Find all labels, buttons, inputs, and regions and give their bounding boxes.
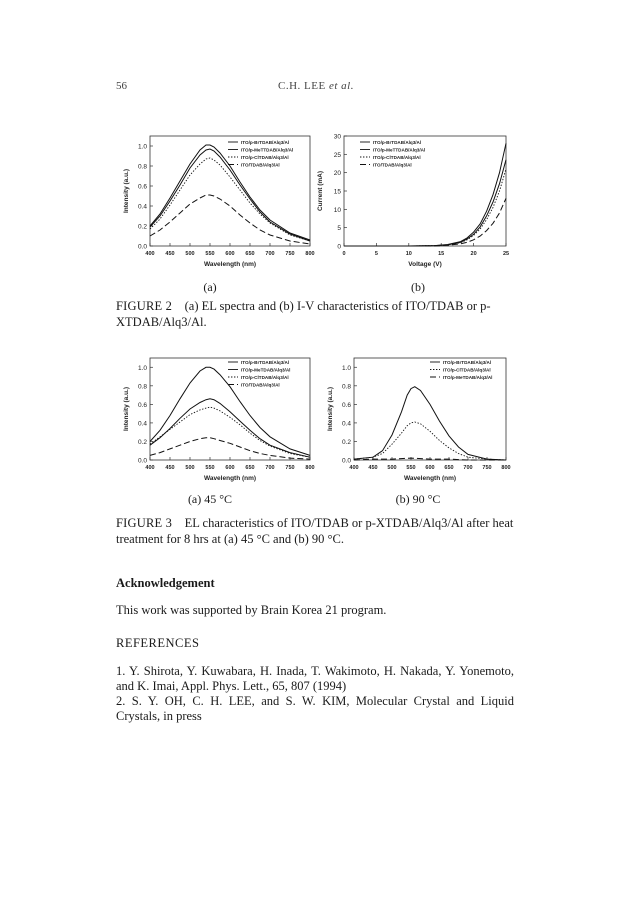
legend-entry: ITO/TDAB/Alq3/Al	[241, 382, 280, 388]
legend-entry: ITO/p-MeTTDAB/Alq3/Al	[373, 147, 426, 153]
figure-2a-chart	[110, 128, 320, 276]
x-tick-label: 700	[265, 251, 275, 257]
y-tick-label: 5	[337, 225, 341, 233]
y-tick-label: 0.0	[137, 457, 147, 465]
x-tick-label: 20	[470, 251, 477, 257]
legend-entry: ITO/p-ClTDAB/Alq3/Al	[373, 155, 421, 160]
legend-entry: ITO/TDAB/Alq3/Al	[373, 162, 412, 168]
legend-entry: ITO/p-BrTDAB/Alq3/Al	[373, 140, 422, 145]
figure-2-caption	[116, 298, 524, 330]
x-tick-label: 5	[374, 251, 378, 257]
legend-entry: ITO/p-MeTDAB/Alq3/Al	[241, 367, 291, 373]
x-tick-label: 600	[225, 251, 235, 257]
x-tick-label: 10	[405, 251, 412, 257]
legend-entry: ITO/TDAB/Alq3/Al	[241, 162, 280, 168]
legend-entry: ITO/p-ClTDAB/Alq3/Al	[241, 375, 289, 380]
y-axis-label: Intensity (a.u.)	[327, 386, 334, 432]
y-axis-label: Intensity (a.u.)	[123, 168, 130, 214]
x-tick-label: 450	[165, 251, 175, 257]
acknowledgement-heading: Acknowledgement	[116, 576, 215, 590]
y-axis-label: Current (mA)	[317, 170, 324, 212]
y-tick-label: 0.4	[341, 420, 351, 428]
x-tick-label: 650	[245, 465, 255, 471]
x-tick-label: 550	[205, 465, 215, 471]
series-line-1	[354, 387, 506, 460]
x-tick-label: 800	[305, 465, 315, 471]
x-tick-label: 750	[285, 465, 295, 471]
running-head-author: C.H. LEE	[278, 80, 326, 92]
series-line-4	[344, 198, 506, 246]
running-head-etal: et al.	[328, 80, 354, 92]
figure-3a-sublabel: (a) 45 °C	[187, 492, 233, 506]
y-tick-label: 0.6	[341, 401, 351, 409]
x-tick-label: 0	[342, 251, 346, 257]
figure-3b-sublabel: (b) 90 °C	[395, 492, 441, 506]
running-head	[0, 80, 632, 92]
x-tick-label: 400	[145, 251, 155, 257]
legend-entry: ITO/p-ClTDAB/Alq3/Al	[443, 367, 491, 373]
legend-entry: ITO/p-ClTDAB/Alq3/Al	[241, 155, 289, 160]
x-tick-label: 750	[482, 465, 492, 471]
y-tick-label: 0.4	[137, 203, 147, 211]
figure-3-caption-text: EL characteristics of ITO/TDAB or p-XTDAB/Alq3/Al after heat treatment for 8 hrs at (a) 45 °C and (b) 90 °C.	[116, 516, 514, 546]
x-tick-label: 500	[185, 465, 195, 471]
figure-2b-chart	[317, 128, 512, 276]
x-tick-label: 650	[444, 465, 454, 471]
plot-frame	[354, 358, 506, 460]
y-tick-label: 0.0	[137, 243, 147, 251]
x-axis-label: Wavelength (nm)	[203, 475, 257, 482]
reference-item-1: 1. Y. Shirota, Y. Kuwabara, H. Inada, T. Wakimoto, H. Nakada, Y. Yonemoto, and K. Imai, Appl. Phys. Lett., 65, 807 (1994)	[116, 664, 514, 693]
y-tick-label: 0.4	[137, 420, 147, 428]
y-tick-label: 15	[333, 188, 341, 196]
y-tick-label: 1.0	[137, 143, 147, 151]
x-tick-label: 400	[349, 465, 359, 471]
y-tick-label: 0	[337, 243, 341, 251]
figure-3-caption-label: FIGURE 3	[116, 516, 173, 530]
figure-2a-sublabel: (a)	[203, 280, 217, 294]
x-axis-label: Voltage (V)	[408, 261, 442, 268]
x-tick-label: 550	[205, 251, 215, 257]
figure-2b-sublabel: (b)	[411, 280, 425, 294]
figure-3b-chart	[322, 352, 512, 490]
x-axis-label: Wavelength (nm)	[203, 261, 257, 268]
legend-entry: ITO/p-BrTDAB/Alq3/Al	[241, 140, 290, 145]
x-tick-label: 750	[285, 251, 295, 257]
x-tick-label: 800	[501, 465, 511, 471]
y-tick-label: 30	[333, 133, 341, 141]
series-line-2	[344, 160, 506, 246]
legend-entry: ITO/p-BrTDAB/Alq3/Al	[241, 360, 290, 365]
x-tick-label: 700	[265, 465, 275, 471]
x-tick-label: 15	[438, 251, 445, 257]
legend-entry: ITO/p-MeTTDAB/Alq3/Al	[241, 147, 294, 153]
y-tick-label: 0.8	[137, 163, 147, 171]
acknowledgement-text: This work was supported by Brain Korea 21 program.	[116, 603, 387, 617]
x-tick-label: 650	[245, 251, 255, 257]
series-line-3	[150, 407, 310, 457]
y-tick-label: 0.2	[137, 438, 147, 446]
figure-3a-chart	[110, 352, 320, 490]
x-tick-label: 600	[425, 465, 435, 471]
x-tick-label: 500	[185, 251, 195, 257]
y-tick-label: 0.2	[137, 223, 147, 231]
references-heading: REFERENCES	[116, 636, 200, 650]
series-line-2	[150, 149, 310, 241]
x-tick-label: 500	[387, 465, 397, 471]
x-tick-label: 450	[165, 465, 175, 471]
y-tick-label: 1.0	[137, 364, 147, 372]
y-tick-label: 0.6	[137, 401, 147, 409]
plot-frame	[344, 136, 506, 246]
legend-entry: ITO/p-MeTDAB/Alq3/Al	[443, 375, 493, 380]
y-tick-label: 20	[333, 170, 341, 178]
x-axis-label: Wavelength (nm)	[403, 475, 457, 482]
y-tick-label: 0.8	[137, 383, 147, 391]
figure-2-caption-text: (a) EL spectra and (b) I-V characteristics of ITO/TDAB or p-XTDAB/Alq3/Al.	[116, 299, 491, 329]
x-tick-label: 700	[463, 465, 473, 471]
y-tick-label: 25	[333, 151, 341, 159]
reference-item-2: 2. S. Y. OH, C. H. LEE, and S. W. KIM, Molecular Crystal and Liquid Crystals, in press	[116, 694, 514, 723]
x-tick-label: 800	[305, 251, 315, 257]
x-tick-label: 400	[145, 465, 155, 471]
y-tick-label: 0.6	[137, 183, 147, 191]
series-line-4	[150, 438, 310, 459]
x-tick-label: 25	[502, 251, 510, 257]
y-tick-label: 0.0	[341, 457, 351, 465]
y-axis-label: Intensity (a.u.)	[123, 386, 130, 432]
series-line-2	[150, 399, 310, 457]
figure-3-caption	[116, 515, 524, 547]
y-tick-label: 0.8	[341, 383, 351, 391]
legend-entry: ITO/p-BrTDAB/Alq3/Al	[443, 360, 492, 365]
figure-2-caption-label: FIGURE 2	[116, 299, 173, 313]
x-tick-label: 450	[368, 465, 378, 471]
series-line-1	[344, 143, 506, 246]
x-tick-label: 600	[225, 465, 235, 471]
y-tick-label: 10	[333, 206, 341, 214]
y-tick-label: 0.2	[341, 438, 351, 446]
y-tick-label: 1.0	[341, 364, 351, 372]
x-tick-label: 550	[406, 465, 416, 471]
page-number: 56	[116, 80, 127, 92]
series-line-4	[150, 195, 310, 244]
